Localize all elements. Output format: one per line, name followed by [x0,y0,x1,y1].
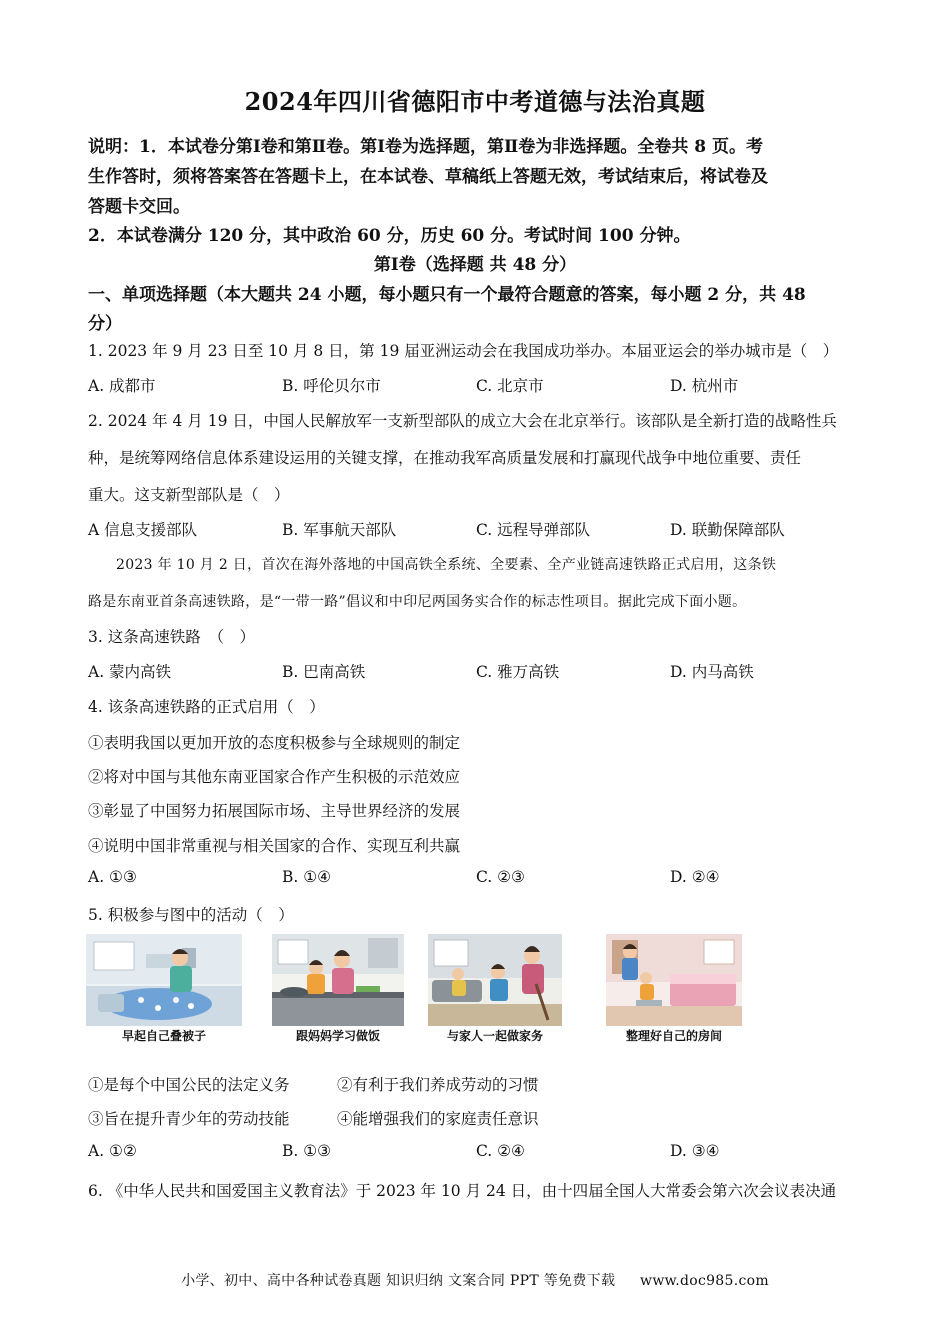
page-title: 2024年四川省德阳市中考道德与法治真题 [244,87,706,116]
q4-item-2: ②将对中国与其他东南亚国家合作产生积极的示范效应 [88,768,461,786]
q4-option-a: A. ①③ [88,868,137,886]
q5-option-b: B. ①③ [282,1142,332,1160]
q5-figure-cooking [272,934,404,1046]
q4-item-1: ①表明我国以更加开放的态度积极参与全球规则的制定 [88,734,461,752]
q1-option-a: A. 成都市 [88,377,156,395]
q2-option-a: A 信息支援部队 [88,521,198,539]
q2-stem-1: 2. 2024 年 4 月 19 日，中国人民解放军一支新型部队的成立大会在北京举行。该部队是全新打造的战略性兵 [88,412,837,430]
q5-caption-1: 早起自己叠被子 [121,1029,206,1043]
q5-item-1: ①是每个中国公民的法定义务 [88,1076,290,1094]
q5-figure-housework [428,934,562,1046]
q5-caption-4: 整理好自己的房间 [625,1029,722,1043]
tidy-room-illustration [606,934,742,1026]
q4-stem: 4. 该条高速铁路的正式启用（ ） [88,698,325,716]
q4-option-d: D. ②④ [670,868,720,886]
q3-stem: 3. 这条高速铁路 （ ） [88,628,255,646]
instructions-line-1: 说明：1．本试卷分第Ⅰ卷和第Ⅱ卷。第Ⅰ卷为选择题，第Ⅱ卷为非选择题。全卷共 8 页。考 [88,137,764,157]
q5-option-d: D. ③④ [670,1142,720,1160]
q5-option-c: C. ②④ [476,1142,525,1160]
instructions-line-4: 2．本试卷满分 120 分，其中政治 60 分，历史 60 分。考试时间 100 分钟。 [88,226,691,246]
q2-option-b: B. 军事航天部队 [282,521,397,539]
q1-stem: 1. 2023 年 9 月 23 日至 10 月 8 日，第 19 届亚洲运动会在我国成功举办。本届亚运会的举办城市是（ ） [88,342,839,360]
cooking-illustration [272,934,404,1026]
q2-stem-2: 种，是统筹网络信息体系建设运用的关键支撑，在推动我军高质量发展和打赢现代战争中地位重要、责任 [88,449,802,467]
footer-url[interactable]: www.doc985.com [640,1273,769,1289]
folding-quilt-illustration [86,934,242,1026]
q5-figure-tidy-room [606,934,742,1046]
q3-option-d: D. 内马高铁 [670,663,754,681]
q5-item-4: ④能增强我们的家庭责任意识 [337,1110,539,1128]
housework-illustration [428,934,562,1026]
q6-stem: 6. 《中华人民共和国爱国主义教育法》于 2023 年 10 月 24 日，由十四届全国人大常委会第六次会议表决通 [88,1182,837,1200]
q1-option-b: B. 呼伦贝尔市 [282,377,381,395]
section-title: 第Ⅰ卷（选择题 共 48 分） [373,255,577,275]
material-line-2: 路是东南亚首条高速铁路，是“一带一路”倡议和中印尼两国务实合作的标志性项目。据此完成下面小题。 [88,594,747,610]
q1-option-c: C. 北京市 [476,377,544,395]
q3-option-c: C. 雅万高铁 [476,663,560,681]
q2-option-d: D. 联勤保障部队 [670,521,785,539]
part-one-heading-2: 分） [88,314,122,334]
part-one-heading-1: 一、单项选择题（本大题共 24 小题，每小题只有一个最符合题意的答案，每小题 2 分，共 48 [88,285,806,305]
q5-option-a: A. ①② [88,1142,137,1160]
q3-option-b: B. 巴南高铁 [282,663,366,681]
q2-stem-3: 重大。这支新型部队是（ ） [88,486,290,504]
material-line-1: 2023 年 10 月 2 日，首次在海外落地的中国高铁全系统、全要素、全产业链高速铁路正式启用，这条铁 [116,557,777,573]
q1-option-d: D. 杭州市 [670,377,739,395]
instructions-line-2: 生作答时，须将答案答在答题卡上，在本试卷、草稿纸上答题无效，考试结束后，将试卷及 [88,167,768,187]
q4-item-4: ④说明中国非常重视与相关国家的合作、实现互利共赢 [88,837,461,855]
q3-option-a: A. 蒙内高铁 [88,663,172,681]
q5-figure-folding-quilt [86,934,242,1046]
q5-illustration-strip [86,934,746,1048]
page-footer [0,1270,950,1290]
footer-text: 小学、初中、高中各种试卷真题 知识归纳 文案合同 PPT 等免费下载 [181,1273,616,1289]
q5-item-2: ②有利于我们养成劳动的习惯 [337,1076,539,1094]
instructions-line-3: 答题卡交回。 [88,197,190,217]
q5-caption-2: 跟妈妈学习做饭 [295,1029,380,1043]
q5-item-3: ③旨在提升青少年的劳动技能 [88,1110,290,1128]
q4-option-c: C. ②③ [476,868,525,886]
q2-option-c: C. 远程导弹部队 [476,521,591,539]
q5-stem: 5. 积极参与图中的活动（ ） [88,906,294,924]
q4-option-b: B. ①④ [282,868,332,886]
q5-caption-3: 与家人一起做家务 [446,1029,543,1043]
q4-item-3: ③彰显了中国努力拓展国际市场、主导世界经济的发展 [88,802,461,820]
